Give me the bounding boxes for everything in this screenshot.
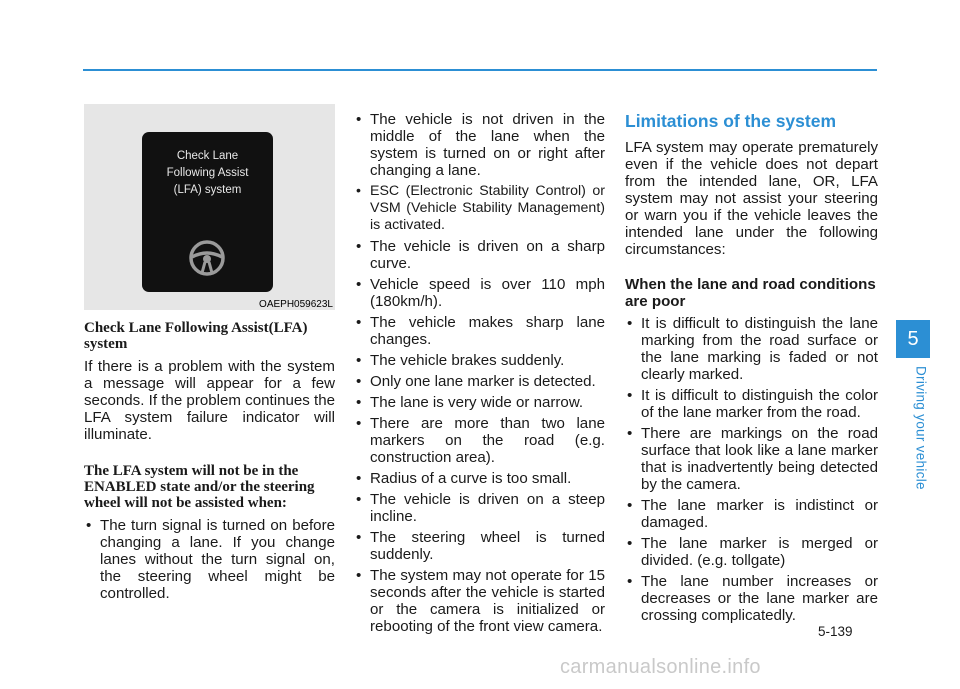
steering-wheel-icon: [187, 238, 227, 278]
chapter-label: Driving your vehicle: [913, 366, 929, 490]
page-number: 5-139: [818, 624, 853, 639]
list-item: • The system may not operate for 15 seconds after the vehicle is started or the camera is initialized or rebooting of the front view camera.: [354, 567, 605, 635]
right-column: [625, 111, 878, 628]
list-item: • The turn signal is turned on before changing a lane. If you change lanes without the turn signal on, the steering wheel might be controlled.: [84, 517, 335, 602]
list-item: • The lane marker is merged or divided. (e.g. tollgate): [625, 535, 878, 569]
list-item: • There are markings on the road surface that look like a lane marker that is inadvertently being detected by the camera.: [625, 425, 878, 493]
left-bullet-list: [84, 517, 335, 602]
list-item: • It is difficult to distinguish the lane marking from the road surface or the lane marking is faded or not clearly marked.: [625, 315, 878, 383]
display-line-2: Following Assist: [166, 167, 249, 179]
failure-paragraph: If there is a problem with the system a message will appear for a few seconds. If the problem continues the LFA system failure indicator will illuminate.: [84, 358, 335, 443]
left-column: [84, 104, 335, 606]
list-item: • The steering wheel is turned suddenly.: [354, 529, 605, 563]
list-item: • ESC (Electronic Stability Control) or VSM (Vehicle Stability Management) is activated.: [354, 183, 605, 234]
list-item: • The vehicle is driven on a sharp curve.: [354, 238, 605, 272]
list-item: • It is difficult to distinguish the color of the lane marker from the road.: [625, 387, 878, 421]
list-item: • The lane is very wide or narrow.: [354, 394, 605, 411]
list-item: • Radius of a curve is too small.: [354, 470, 605, 487]
middle-bullet-list: [354, 111, 605, 635]
caption-heading: Check Lane Following Assist(LFA) system: [84, 320, 308, 352]
list-item: • The vehicle brakes suddenly.: [354, 352, 605, 369]
middle-column: [354, 111, 605, 639]
header-rule: [83, 69, 877, 71]
list-item: • Only one lane marker is detected.: [354, 373, 605, 390]
chapter-tab: 5: [896, 320, 930, 358]
list-item: • Vehicle speed is over 110 mph (180km/h).: [354, 276, 605, 310]
list-item: • The lane marker is indistinct or damaged.: [625, 497, 878, 531]
section-title: Limitations of the system: [625, 111, 837, 131]
list-item: • The vehicle is driven on a steep incline.: [354, 491, 605, 525]
conditions-heading: When the lane and road conditions are poor: [625, 276, 876, 310]
list-item: • The vehicle is not driven in the middle of the lane when the system is turned on or right after changing a lane.: [354, 111, 605, 179]
display-line-3: (LFA) system: [173, 184, 242, 196]
watermark: carmanualsonline.info: [560, 656, 761, 678]
list-item: • The lane number increases or decreases or the lane marker are crossing complicatedly.: [625, 573, 878, 624]
right-bullet-list: [625, 315, 878, 624]
limitations-paragraph: LFA system may operate prematurely even if the vehicle does not depart from the intended lane, OR, LFA system may not assist your steering or warn you if the vehicle leaves the intended lane under the following circumstances:: [625, 139, 878, 258]
chapter-side-label: [894, 366, 932, 506]
display-line-1: Check Lane: [176, 150, 239, 162]
not-enabled-heading: The LFA system will not be in the ENABLED state and/or the steering wheel will not be assisted when:: [84, 463, 315, 511]
list-item: • The vehicle makes sharp lane changes.: [354, 314, 605, 348]
cluster-display: [142, 132, 273, 292]
figure-code: OAEPH059623L: [259, 299, 333, 310]
lfa-message-figure: [84, 104, 335, 310]
list-item: • There are more than two lane markers on the road (e.g. construction area).: [354, 415, 605, 466]
